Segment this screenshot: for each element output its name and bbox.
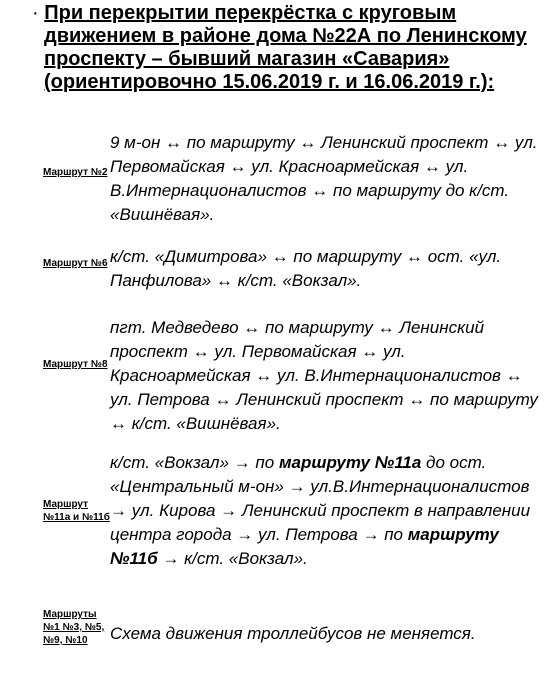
route-11-emphasis-11b: маршруту №11б xyxy=(110,525,499,568)
route-11-text-part2: до ост. «Центральный м-он» → ул.В.Интернационалистов → ул. Кирова → Ленинский проспект в направлении центра города → ул. Петрова → по xyxy=(110,453,531,544)
route-label-11: Маршрут №11а и №11б xyxy=(43,499,110,523)
notice-header xyxy=(32,2,554,94)
route-label-trolleybus: Маршруты №1 №3, №5, №9, №10 xyxy=(43,609,105,646)
route-label-6: Маршрут №6 xyxy=(43,258,108,269)
route-description-6: к/ст. «Димитрова» ↔ по маршруту ↔ ост. «ул. Панфилова» ↔ к/ст. «Вокзал». xyxy=(110,247,502,290)
route-description-trolleybus: Схема движения троллейбусов не меняется. xyxy=(110,624,476,643)
route-label-2: Маршрут №2 xyxy=(43,167,108,178)
route-label-8: Маршрут №8 xyxy=(43,359,108,370)
route-description-2: 9 м-он ↔ по маршруту ↔ Ленинский проспект ↔ ул. Первомайская ↔ ул. Красноармейская ↔ ул. В.Интернационалистов ↔ по маршруту до к/ст. «Вишнёвая». xyxy=(110,133,538,224)
notice-title: При перекрытии перекрёстка с круговым движением в районе дома №22А по Ленинскому проспекту – бывший магазин «Савария» (ориентировочно 15.06.2019 г. и 16.06.2019 г.): xyxy=(44,2,527,93)
route-11-text-part3: → к/ст. «Вокзал». xyxy=(157,549,308,568)
route-description-8: пгт. Медведево ↔ по маршруту ↔ Ленинский проспект ↔ ул. Первомайская ↔ ул. Красноармейская ↔ ул. В.Интернационалистов ↔ ул. Петрова ↔ Ленинский проспект ↔ по маршруту ↔ к/ст. «Вишнёвая». xyxy=(110,318,538,433)
route-11-emphasis-11a: маршруту №11а xyxy=(278,453,422,472)
bullet-mark: · xyxy=(32,2,39,24)
route-11-text-part1: к/ст. «Вокзал» → по xyxy=(110,453,279,472)
route-description-11 xyxy=(110,451,540,571)
